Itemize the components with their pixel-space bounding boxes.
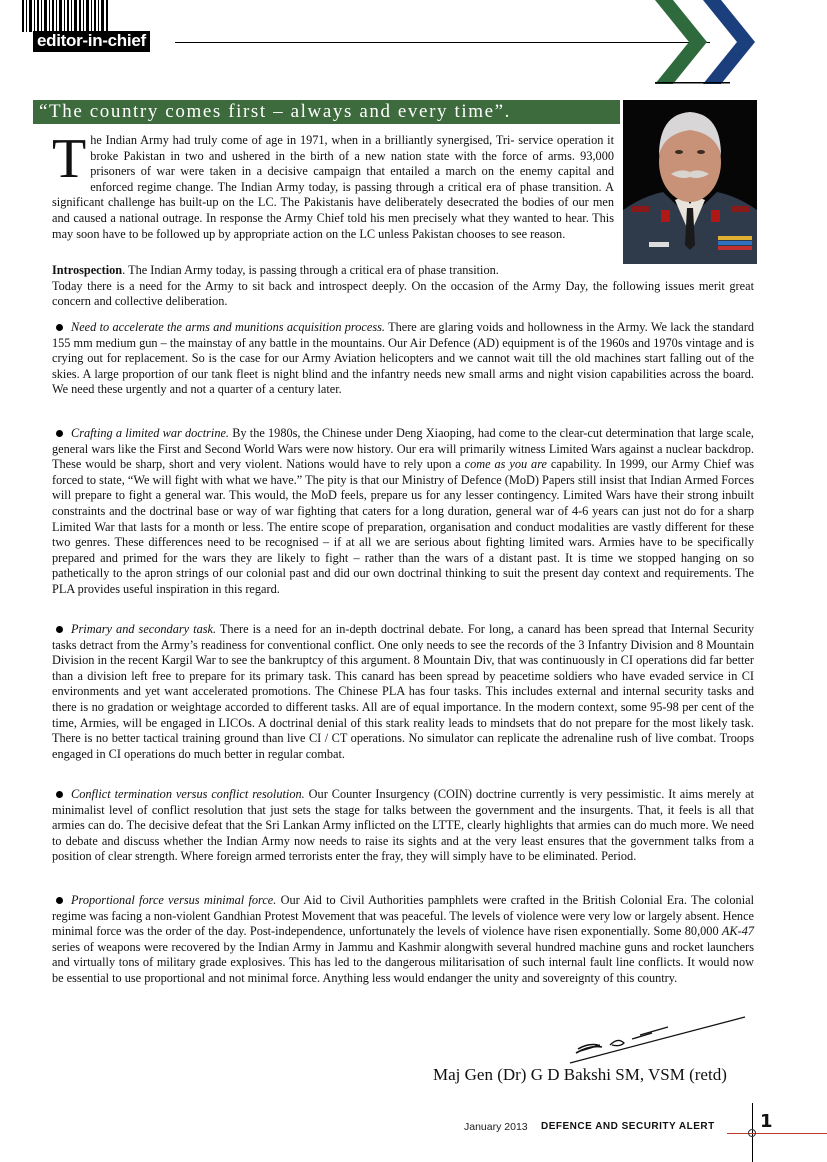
intro-paragraph bbox=[52, 128, 754, 242]
point-lead: Proportional force versus minimal force. bbox=[71, 893, 277, 907]
point-proportional-force bbox=[52, 893, 754, 987]
bullet-icon bbox=[56, 626, 63, 633]
section-label: editor-in-chief bbox=[33, 31, 150, 52]
point-conflict-termination bbox=[52, 787, 754, 865]
intro-text: he Indian Army had truly come of age in 1971, when in a brilliantly synergised, Tri- service operation it broke Pakistan in two and ushered in the birth of a new nation state with the force of arms. 93,000 prisoners of war were taken in a decisive campaign that entailed a march on the enemy capital and enforced regime change. The Indian Army today, is passing through a critical era of phase transition. A significant challenge has built-up on the LC. The Pakistanis have deliberately desecrated the bodies of our men and caused a national outrage. In response the Army Chief told his men precisely what they wanted to hear. This may soon have to be followed up by appropriate action on the LC unless Pakistan chooses to see reason. bbox=[52, 133, 614, 241]
point-italic-phrase: AK-47 bbox=[721, 924, 754, 939]
point-limited-war-doctrine bbox=[52, 426, 754, 598]
barcode-graphic bbox=[22, 0, 110, 32]
footer-magazine-name: DEFENCE AND SECURITY ALERT bbox=[541, 1121, 715, 1132]
footer-date: January 2013 bbox=[464, 1121, 528, 1133]
point-lead: Primary and secondary task. bbox=[71, 622, 217, 636]
point-primary-secondary-task bbox=[52, 622, 754, 762]
header-rule bbox=[175, 42, 440, 43]
chevron-arrows-icon bbox=[655, 0, 765, 84]
drop-cap: T bbox=[52, 128, 87, 190]
point-text: There are glaring voids and hollowness in the Army. We lack the standard 155 mm medium gun – the mainstay of any battle in the mountains. Our Air Defence (AD) equipment is of the 1960s and 1970s vintage and is crying out for replacement. So is the case for our Army Aviation helicopters and we cannot wait till the old machines start falling out of the skies. A large proportion of our tank fleet is night blind and the infantry needs new small arms and night vision capabilities across the board. We need these urgently and not a quarter of a century later. bbox=[52, 320, 755, 397]
bullet-icon bbox=[56, 791, 63, 798]
point-acquisition bbox=[52, 320, 754, 398]
point-text-cont: capability. In 1999, our Army Chief was forced to state, “We will fight with what we have.” The pity is that our Ministry of Defence (MoD) Papers still insist that Indian Armed Forces will prepare to fight a general war. This would, the MoD feels, prepare us for any lesser contingency. Limited Wars have their strong inbuilt constraints and the doctrinal base or way of war fighting that caters for a long duration, general war of 4-6 years can just not do for a sharp Limited War that lasts for a month or less. The entire scope of preparation, organisation and conduct modalities are vastly different for these two genres. These differences need to be recognised – if at all we are serious about fighting limited wars. Armies have to be specifically prepared and primed for the wars they are likely to fight – rather than the wars of a distant past. It is time we stopped hanging on so pathetically to the apron strings of our colonial past and did our own doctrinal thinking to suit the present day context and requirements. The PLA provides useful inspiration in this regard. bbox=[52, 457, 754, 596]
point-text-cont: series of weapons were recovered by the Indian Army in Jammu and Kashmir alongwith several hundred machine guns and rocket launchers and virtually tons of military grade explosives. This has led to the dangerous militarisation of such internal fault line conflicts. It would now be essential to use proportional and not minimal force. Anything less would endanger the unity and sovereignty of this country. bbox=[52, 939, 754, 985]
bullet-icon bbox=[56, 430, 63, 437]
bullet-icon bbox=[56, 324, 63, 331]
point-lead: Conflict termination versus conflict resolution. bbox=[71, 787, 305, 801]
crop-mark-horizontal bbox=[727, 1133, 827, 1134]
bullet-icon bbox=[56, 897, 63, 904]
point-text: Our Aid to Civil Authorities pamphlets were crafted in the British Colonial Era. The colonial regime was facing a non-violent Gandhian Protest Movement that was peaceful. The levels of violence were very low or largely absent. Hence minimal force was the order of the day. Post-independence, unfortunately the levels of violence have risen exponentially. Some 80,000 bbox=[52, 893, 754, 939]
point-text: Our Counter Insurgency (COIN) doctrine currently is very pessimistic. It aims merely at minimalist level of conflict resolution that just sets the stage for talks between the government and the insurgents. That, it feels is all that armies can do. The decisive defeat that the Sri Lankan Army inflicted on the LTTE, clearly highlights that armies can do much more. We need to debate and discuss whether the Indian Army now needs to raise its sights and at the very least ensures that the government talks from a position of clear strength. Where foreign armed terrorists enter the fray, they will simply have to be eliminated. Period. bbox=[52, 787, 754, 864]
signature-graphic bbox=[540, 1015, 750, 1065]
introspection-text-2: Today there is a need for the Army to sit back and introspect deeply. On the occasion of the Army Day, the following issues merit great concern and collective deliberation. bbox=[52, 278, 754, 309]
registration-mark-icon bbox=[748, 1129, 756, 1137]
point-italic-phrase: come as you are bbox=[464, 457, 547, 472]
point-lead: Crafting a limited war doctrine. bbox=[71, 426, 230, 440]
introspection-paragraph bbox=[52, 263, 754, 310]
page-number: 1 bbox=[760, 1111, 773, 1132]
point-text: By the 1980s, the Chinese under Deng Xiaoping, had come to the clear-cut determination that large scale, general wars like the First and Second World Wars were now history. Our era will primarily witness Limited Wars against a nuclear backdrop. These would be sharp, short and very violent. Nations would have to rely upon a bbox=[52, 426, 754, 472]
point-text: There is a need for an in-depth doctrinal debate. For long, a canard has been spread that Internal Security tasks detract from the Army’s readiness for conventional conflict. One only needs to see the records of the 3 Infantry Division and 8 Mountain Division in the recent Kargil War to see the bankruptcy of this argument. 8 Mountain Div, that was continuously in CI operations did far better than a division left free to prepare for its primary task. This canard has been spread by peacetime soldiers who have evaded service in CI environments and yet want accelerated promotions. The Chinese PLA has four tasks. This includes external and internal security tasks and there is no gradation or weightage accorded to different tasks. All are of equal importance. In the modern context, some 95-98 per cent of the time, Armies, will be engaged in LICOs. A doctrinal denial of this stark reality leads to mindsets that do not prepare for the most likely task. There is no better tactical training ground than live CI / CT operations. No simulator can replicate the adrenaline rush of live combat. Troops engaged in CI operations do much better in regular combat. bbox=[52, 622, 755, 761]
quote-banner: “The country comes first – always and every time”. bbox=[33, 100, 620, 124]
introspection-text: . The Indian Army today, is passing through a critical era of phase transition. bbox=[122, 263, 499, 277]
point-lead: Need to accelerate the arms and munitions acquisition process. bbox=[71, 320, 385, 334]
author-byline: Maj Gen (Dr) G D Bakshi SM, VSM (retd) bbox=[433, 1065, 727, 1084]
introspection-heading: Introspection bbox=[52, 263, 123, 277]
